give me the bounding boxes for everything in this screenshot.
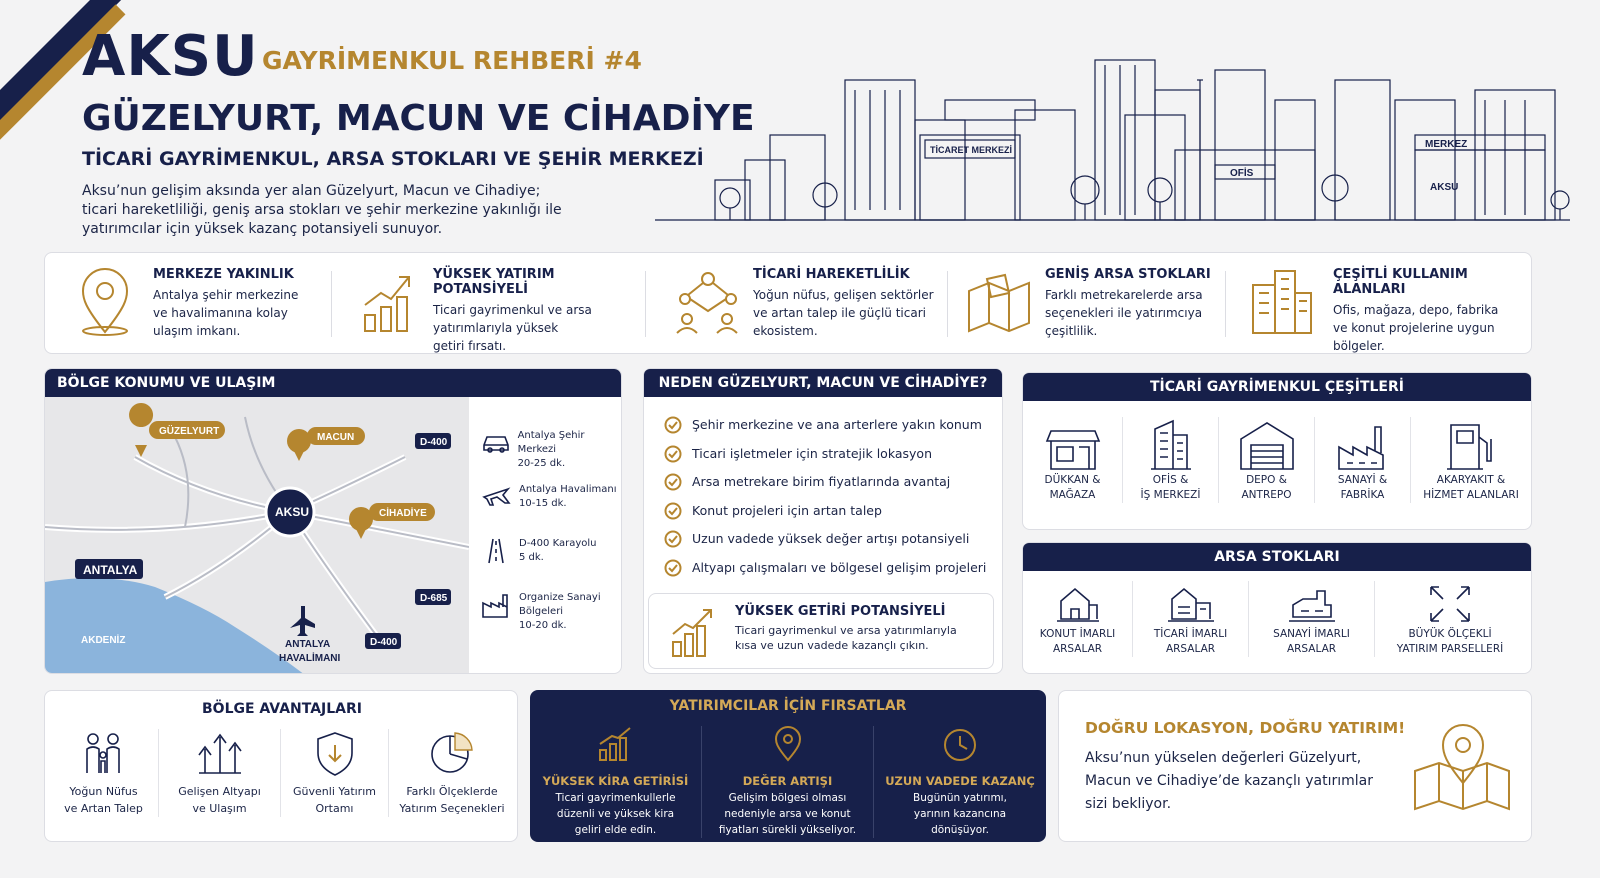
opportunity-title: UZUN VADEDE KAZANÇ: [885, 774, 1035, 788]
location-header: BÖLGE KONUMU VE ULAŞIM: [45, 369, 621, 397]
advantages-header: BÖLGE AVANTAJLARI: [202, 701, 362, 717]
land-list: [1023, 581, 1533, 657]
distance-value: 10-15 dk.: [519, 498, 567, 509]
intro-text: [82, 182, 562, 239]
cta-card: [1058, 690, 1532, 842]
opportunity-line: dönüşüyor.: [931, 824, 989, 836]
list-item: [389, 729, 515, 817]
series-label: GAYRİMENKUL REHBERİ #4: [262, 46, 642, 75]
commercial-card: [1022, 372, 1532, 530]
city-skyline-illustration: [655, 40, 1570, 230]
bar-chart-icon: [596, 726, 636, 764]
feature-title: YÜKSEK YATIRIM POTANSİYELİ: [433, 267, 555, 297]
item-label: Ortamı: [315, 802, 354, 815]
item-label: ve Ulaşım: [192, 802, 247, 815]
opportunity-line: geliri elde edin.: [574, 824, 657, 836]
list-item: [1375, 581, 1525, 657]
why-item-text: Altyapı çalışmaları ve bölgesel gelişim projeleri: [692, 559, 987, 575]
sign-trade-center: TİCARET MERKEZİ: [930, 145, 1012, 155]
buildings-icon: [1249, 267, 1315, 337]
feature-line: Farklı metrekarelerde arsa: [1045, 288, 1203, 302]
item-label: BÜYÜK ÖLÇEKLİ: [1408, 628, 1492, 640]
land-map-icon: [965, 271, 1035, 335]
item-label: Yatırım Seçenekleri: [399, 802, 505, 815]
feature-title: GENİŞ ARSA STOKLARI: [1045, 267, 1211, 282]
feature-line: Ticari gayrimenkul ve arsa: [433, 303, 592, 317]
highlight-box: [648, 593, 994, 669]
distance-list: [481, 429, 621, 645]
cta-line: sizi bekliyor.: [1085, 796, 1172, 812]
location-card: [44, 368, 622, 674]
opportunity-line: yarının kazancına: [913, 808, 1007, 820]
opportunity-line: Gelişim bölgesi olması: [728, 792, 847, 804]
opportunity-title: YÜKSEK KİRA GETİRİSİ: [542, 774, 689, 788]
land-header: ARSA STOKLARI: [1023, 543, 1531, 571]
opportunity-line: fiyatları sürekli yükseliyor.: [718, 824, 857, 836]
commercial-list: [1023, 417, 1533, 503]
feature-text: [433, 267, 643, 355]
list-item: [281, 729, 389, 817]
car-icon: [481, 429, 510, 453]
road-label: D-400: [420, 437, 448, 448]
list-item: [1133, 581, 1249, 657]
why-item-text: Arsa metrekare birim fiyatlarında avantaj: [692, 474, 951, 490]
feature-item: [75, 267, 135, 337]
item-label: MAĞAZA: [1049, 489, 1096, 501]
feature-line: çeşitlilik.: [1045, 324, 1098, 338]
divider: [1225, 271, 1226, 337]
item-label: ARSALAR: [1286, 643, 1337, 655]
pin-label: MACUN: [317, 432, 355, 443]
distance-value: 5 dk.: [519, 552, 544, 563]
people-network-icon: [675, 267, 741, 337]
opportunity-line: Bugünün yatırımı,: [913, 792, 1007, 804]
location-pin-icon: [768, 726, 808, 764]
highlight-title: YÜKSEK GETİRİ POTANSİYELİ: [735, 604, 946, 619]
brand-title: AKSU: [82, 24, 259, 89]
item-label: Gelişen Altyapı: [178, 785, 261, 798]
feature-line: Yoğun nüfus, gelişen sektörler: [753, 288, 934, 302]
feature-line: ve artan talep ile güçlü ticari: [753, 306, 926, 320]
industry-plot-icon: [1287, 581, 1337, 627]
distance-label: Bölgeleri: [519, 606, 564, 617]
feature-strip: [44, 252, 1532, 354]
feature-text: [753, 267, 963, 340]
feature-line: ve konut projelerine uygun: [1333, 321, 1495, 335]
highlight-line: Ticari gayrimenkul ve arsa yatırımlarıyla: [735, 624, 957, 637]
item-label: SANAYİ &: [1337, 474, 1388, 486]
why-item-text: Şehir merkezine ve ana arterlere yakın konum: [692, 417, 982, 433]
growth-chart-icon: [359, 267, 419, 337]
feature-title: TİCARİ HAREKETLİLİK: [753, 267, 910, 282]
check-icon: [664, 416, 682, 434]
sign-aksu: AKSU: [1430, 182, 1459, 193]
growth-chart-icon: [669, 606, 719, 660]
distance-item: [481, 429, 621, 483]
opportunity-title: DEĞER ARTIŞI: [742, 774, 833, 788]
list-item: [664, 468, 994, 497]
distance-value: 10-20 dk.: [519, 620, 567, 631]
check-icon: [664, 530, 682, 548]
check-icon: [664, 559, 682, 577]
region-map[interactable]: [45, 397, 469, 674]
intro-line: ticari hareketliliği, geniş arsa stokları ve şehir merkezine yakınlığı ile: [82, 202, 562, 218]
list-item: [1023, 417, 1123, 503]
pie-icon: [427, 729, 477, 777]
item-label: İŞ MERKEZİ: [1140, 489, 1201, 501]
feature-line: ulaşım imkanı.: [153, 324, 241, 338]
distance-item: [481, 483, 621, 537]
divider: [645, 271, 646, 337]
item-label: ve Artan Talep: [64, 802, 143, 815]
check-icon: [664, 445, 682, 463]
item-label: ARSALAR: [1052, 643, 1103, 655]
feature-line: ekosistem.: [753, 324, 818, 338]
list-item: [530, 726, 702, 838]
item-label: KONUT İMARLI: [1039, 628, 1116, 640]
item-label: ANTREPO: [1241, 489, 1292, 501]
sea-label: AKDENİZ: [81, 635, 126, 646]
distance-label: D-400 Karayolu: [519, 538, 597, 549]
page-title: GÜZELYURT, MACUN VE CİHADİYE: [82, 98, 755, 139]
airport-label: HAVALİMANI: [279, 653, 341, 664]
arrows-up-icon: [195, 729, 245, 777]
pin-label: CİHADİYE: [379, 508, 427, 519]
feature-item: [359, 267, 419, 337]
commercial-header: TİCARİ GAYRİMENKUL ÇEŞİTLERİ: [1023, 373, 1531, 401]
why-header: NEDEN GÜZELYURT, MACUN VE CİHADİYE?: [644, 369, 1002, 397]
list-item: [1219, 417, 1315, 503]
distance-item: [481, 591, 621, 645]
list-item: [1315, 417, 1411, 503]
item-label: SANAYİ İMARLI: [1273, 628, 1350, 640]
road-label: D-400: [370, 637, 398, 648]
page-subtitle: TİCARİ GAYRİMENKUL, ARSA STOKLARI VE ŞEHİR MERKEZİ: [82, 148, 704, 170]
feature-text: [1333, 267, 1533, 355]
airport-label: ANTALYA: [285, 639, 331, 650]
distance-item: [481, 537, 621, 591]
house-plot-icon: [1053, 581, 1103, 627]
feature-text: [153, 267, 353, 340]
list-item: [664, 411, 994, 440]
factory-icon: [1333, 417, 1393, 473]
highlight-line: kısa ve uzun vadede kazançlı çıkın.: [735, 639, 929, 652]
intro-line: yatırımcılar için yüksek kazanç potansiyeli sunuyor.: [82, 221, 443, 237]
cta-title: DOĞRU LOKASYON, DOĞRU YATIRIM!: [1085, 719, 1406, 737]
highlight-text: [735, 604, 957, 653]
opportunity-line: nedeniyle arsa ve konut: [724, 808, 851, 820]
road-label: D-685: [420, 593, 448, 604]
check-icon: [664, 502, 682, 520]
shop-icon: [1043, 417, 1103, 473]
why-card: [643, 368, 1003, 674]
expand-icon: [1425, 581, 1475, 627]
map-pin-icon: [1409, 721, 1515, 813]
opportunities-list: [530, 726, 1046, 838]
list-item: [702, 726, 874, 838]
sign-office: OFİS: [1230, 168, 1254, 179]
feature-line: bölgeler.: [1333, 339, 1385, 353]
distance-label: Antalya Havalimanı: [519, 484, 617, 495]
divider: [947, 271, 948, 337]
clock-icon: [940, 726, 980, 764]
advantages-card: [44, 690, 518, 842]
item-label: OFİS &: [1152, 474, 1189, 486]
road-icon: [481, 537, 511, 565]
office-icon: [1141, 417, 1201, 473]
item-label: Güvenli Yatırım: [293, 785, 376, 798]
list-item: [159, 729, 281, 817]
list-item: [664, 525, 994, 554]
factory-icon: [481, 591, 511, 619]
why-item-text: Ticari işletmeler için stratejik lokasyon: [692, 445, 932, 461]
list-item: [49, 729, 159, 817]
shop-plot-icon: [1166, 581, 1216, 627]
feature-text: [1045, 267, 1245, 340]
cta-text: [1085, 747, 1373, 816]
list-item: [664, 554, 994, 583]
item-label: DEPO &: [1246, 474, 1287, 486]
distance-value: 20-25 dk.: [517, 458, 566, 469]
advantages-list: [49, 729, 515, 817]
list-item: [1023, 581, 1133, 657]
pin-label: GÜZELYURT: [159, 426, 220, 437]
list-item: [1123, 417, 1219, 503]
item-label: TİCARİ İMARLI: [1153, 628, 1228, 640]
item-label: Yoğun Nüfus: [69, 785, 138, 798]
opportunity-line: Ticari gayrimenkullerle: [555, 792, 676, 804]
land-card: [1022, 542, 1532, 674]
family-icon: [79, 729, 129, 777]
list-item: [1411, 417, 1531, 503]
center-label: AKSU: [275, 505, 310, 519]
sign-center: MERKEZ: [1425, 139, 1468, 150]
feature-title: ÇEŞİTLİ KULLANIM ALANLARI: [1333, 267, 1468, 297]
feature-line: seçenekleri ile yatırımcıya: [1045, 306, 1203, 320]
opportunities-card: [530, 690, 1046, 842]
feature-title: MERKEZE YAKINLIK: [153, 267, 294, 282]
feature-line: ve havalimanına kolay: [153, 306, 288, 320]
item-label: FABRİKA: [1340, 489, 1385, 501]
feature-line: getiri fırsatı.: [433, 339, 507, 353]
cta-line: Aksu’nun yükselen değerleri Güzelyurt,: [1085, 750, 1362, 766]
opportunities-header: YATIRIMCILAR İÇİN FIRSATLAR: [669, 698, 907, 714]
distance-label: Organize Sanayi: [519, 592, 601, 603]
why-item-text: Konut projeleri için artan talep: [692, 502, 882, 518]
feature-item: [675, 267, 741, 337]
feature-line: yatırımlarıyla yüksek: [433, 321, 559, 335]
item-label: HİZMET ALANLARI: [1423, 489, 1519, 501]
plane-icon: [481, 483, 511, 507]
item-label: YATIRIM PARSELLERİ: [1396, 643, 1504, 655]
item-label: DÜKKAN &: [1044, 474, 1101, 486]
item-label: ARSALAR: [1165, 643, 1216, 655]
item-label: Farklı Ölçeklerde: [406, 785, 498, 798]
cta-line: Macun ve Cihadiye’de kazançlı yatırımlar: [1085, 773, 1374, 789]
feature-item: [965, 271, 1035, 335]
why-list: [664, 411, 994, 582]
feature-item: [1249, 267, 1315, 337]
list-item: [874, 726, 1046, 838]
distance-label: Antalya Şehir Merkezi: [517, 430, 585, 455]
check-icon: [664, 473, 682, 491]
warehouse-icon: [1237, 417, 1297, 473]
location-pin-icon: [75, 267, 135, 337]
feature-line: Antalya şehir merkezine: [153, 288, 299, 302]
city-label: ANTALYA: [83, 563, 138, 577]
list-item: [1249, 581, 1375, 657]
item-label: AKARYAKIT &: [1436, 474, 1506, 486]
list-item: [664, 440, 994, 469]
why-item-text: Uzun vadede yüksek değer artışı potansiyeli: [692, 531, 970, 547]
divider: [331, 271, 332, 337]
feature-line: Ofis, mağaza, depo, fabrika: [1333, 303, 1499, 317]
list-item: [664, 497, 994, 526]
intro-line: Aksu’nun gelişim aksında yer alan Güzelyurt, Macun ve Cihadiye;: [82, 183, 541, 199]
fuel-station-icon: [1441, 417, 1501, 473]
opportunity-line: düzenli ve yüksek kira: [556, 808, 675, 820]
shield-icon: [310, 729, 360, 777]
